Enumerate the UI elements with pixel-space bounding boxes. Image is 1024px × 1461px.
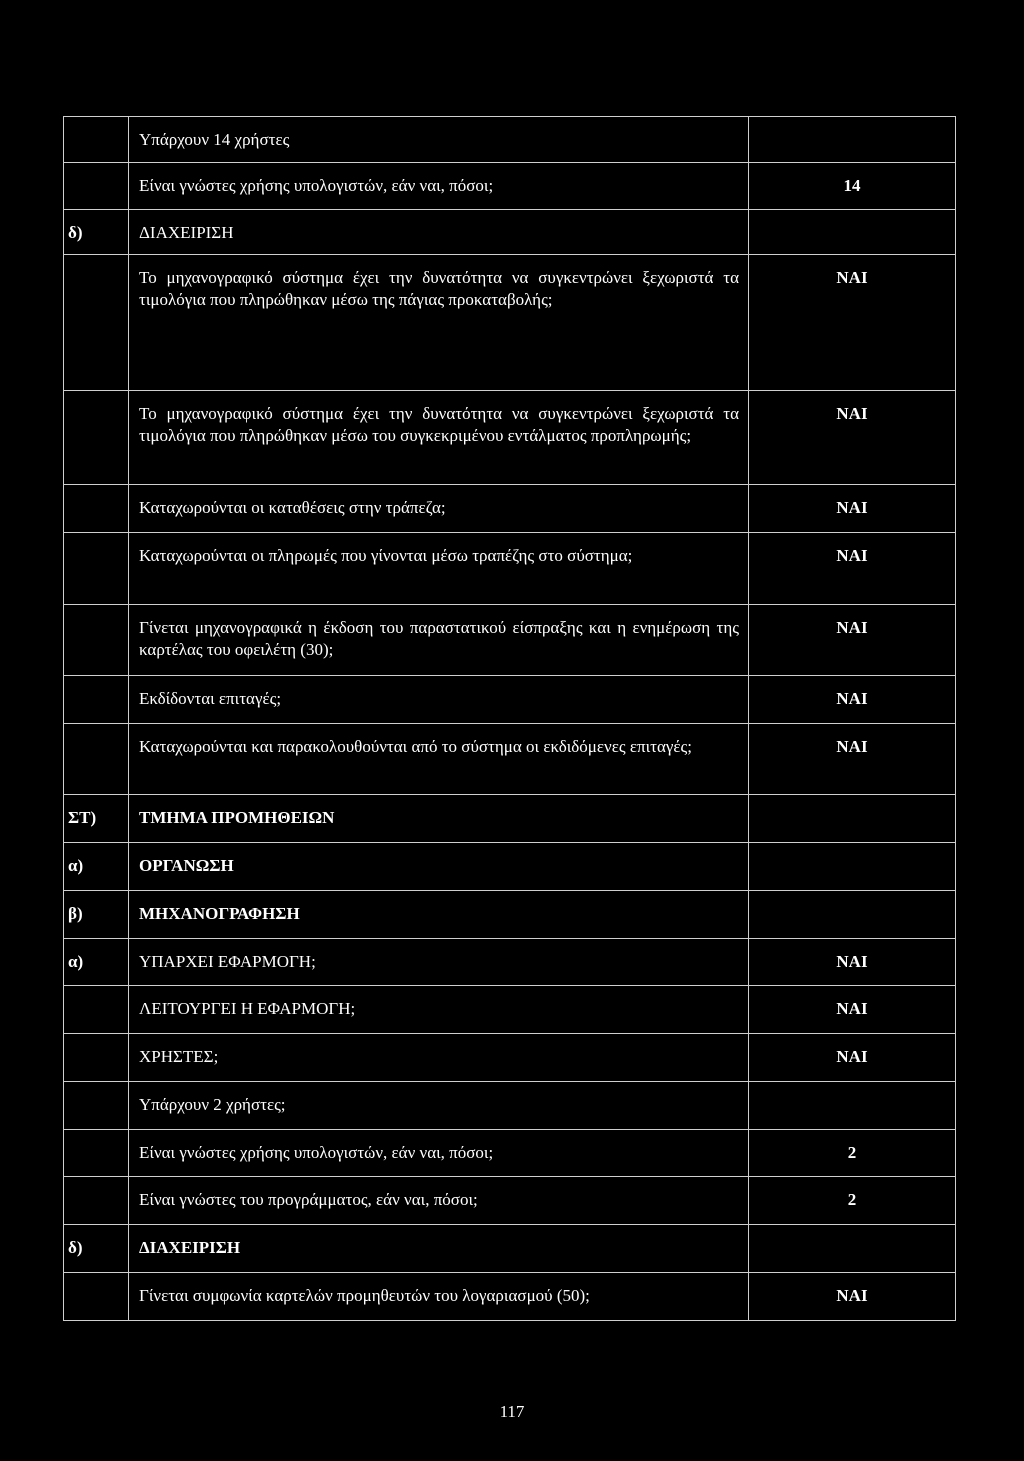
row-value xyxy=(749,843,956,891)
row-label xyxy=(64,163,129,210)
section-heading: ΔΙΑΧΕΙΡΙΣΗ xyxy=(129,210,749,255)
row-value: 2 xyxy=(749,1130,956,1177)
row-value: ΝΑΙ xyxy=(749,255,956,391)
row-label: δ) xyxy=(64,1225,129,1273)
table-row xyxy=(64,485,956,533)
row-value: ΝΑΙ xyxy=(749,1273,956,1321)
row-value xyxy=(749,891,956,939)
row-value xyxy=(749,210,956,255)
table-row xyxy=(64,843,956,891)
row-value: ΝΑΙ xyxy=(749,724,956,795)
row-text: Καταχωρούνται και παρακολουθούνται από το σύστημα οι εκδιδόμενες επιταγές; xyxy=(129,724,749,795)
row-label xyxy=(64,724,129,795)
table-row xyxy=(64,117,956,163)
row-text: Το μηχανογραφικό σύστημα έχει την δυνατότητα να συγκεντρώνει ξεχωριστά τα τιμολόγια που πληρώθηκαν μέσω της πάγιας προκαταβολής; xyxy=(129,255,749,391)
row-value: ΝΑΙ xyxy=(749,986,956,1034)
row-value: ΝΑΙ xyxy=(749,676,956,724)
table-row xyxy=(64,210,956,255)
row-value xyxy=(749,117,956,163)
row-label xyxy=(64,1177,129,1225)
table-row xyxy=(64,986,956,1034)
table-row xyxy=(64,605,956,676)
row-value: ΝΑΙ xyxy=(749,939,956,986)
row-text: Καταχωρούνται οι πληρωμές που γίνονται μέσω τραπέζης στο σύστημα; xyxy=(129,533,749,605)
row-text: Υπάρχουν 2 χρήστες; xyxy=(129,1082,749,1130)
row-label xyxy=(64,1273,129,1321)
row-label: α) xyxy=(64,843,129,891)
row-text: ΛΕΙΤΟΥΡΓΕΙ Η ΕΦΑΡΜΟΓΗ; xyxy=(129,986,749,1034)
row-label xyxy=(64,1082,129,1130)
row-label: δ) xyxy=(64,210,129,255)
row-text: Γίνεται μηχανογραφικά η έκδοση του παραστατικού είσπραξης και η ενημέρωση της καρτέλας του οφειλέτη (30); xyxy=(129,605,749,676)
row-label xyxy=(64,605,129,676)
row-label xyxy=(64,117,129,163)
row-value: 14 xyxy=(749,163,956,210)
row-value xyxy=(749,795,956,843)
table-row xyxy=(64,255,956,391)
row-label xyxy=(64,676,129,724)
section-heading: ΟΡΓΑΝΩΣΗ xyxy=(129,843,749,891)
row-value: ΝΑΙ xyxy=(749,1034,956,1082)
row-label xyxy=(64,255,129,391)
row-label xyxy=(64,1130,129,1177)
row-text: Γίνεται συμφωνία καρτελών προμηθευτών του λογαριασμού (50); xyxy=(129,1273,749,1321)
table-row xyxy=(64,391,956,485)
row-text: Είναι γνώστες του προγράμματος, εάν ναι, πόσοι; xyxy=(129,1177,749,1225)
row-text: Εκδίδονται επιταγές; xyxy=(129,676,749,724)
row-text: ΧΡΗΣΤΕΣ; xyxy=(129,1034,749,1082)
row-text: Υπάρχουν 14 χρήστες xyxy=(129,117,749,163)
table-row xyxy=(64,939,956,986)
table-row xyxy=(64,676,956,724)
row-value: 2 xyxy=(749,1177,956,1225)
section-heading: ΔΙΑΧΕΙΡΙΣΗ xyxy=(129,1225,749,1273)
document-table xyxy=(63,116,956,1321)
row-text: Το μηχανογραφικό σύστημα έχει την δυνατότητα να συγκεντρώνει ξεχωριστά τα τιμολόγια που πληρώθηκαν μέσω του συγκεκριμένου εντάλματος προπληρωμής; xyxy=(129,391,749,485)
table-row xyxy=(64,795,956,843)
row-label: α) xyxy=(64,939,129,986)
table-row xyxy=(64,1225,956,1273)
row-value xyxy=(749,1225,956,1273)
row-label xyxy=(64,485,129,533)
row-value: ΝΑΙ xyxy=(749,485,956,533)
table-row xyxy=(64,1130,956,1177)
section-heading: ΤΜΗΜΑ ΠΡΟΜΗΘΕΙΩΝ xyxy=(129,795,749,843)
page-number: 117 xyxy=(499,1402,525,1421)
row-label xyxy=(64,1034,129,1082)
table-row xyxy=(64,891,956,939)
table-row xyxy=(64,1082,956,1130)
row-text: Είναι γνώστες χρήσης υπολογιστών, εάν ναι, πόσοι; xyxy=(129,163,749,210)
row-value: ΝΑΙ xyxy=(749,605,956,676)
row-value xyxy=(749,1082,956,1130)
table-row xyxy=(64,1177,956,1225)
table-row xyxy=(64,533,956,605)
row-value: ΝΑΙ xyxy=(749,533,956,605)
row-text: Καταχωρούνται οι καταθέσεις στην τράπεζα; xyxy=(129,485,749,533)
table-row xyxy=(64,724,956,795)
row-text: ΥΠΑΡΧΕΙ ΕΦΑΡΜΟΓΗ; xyxy=(129,939,749,986)
row-label: β) xyxy=(64,891,129,939)
row-label xyxy=(64,533,129,605)
row-text: Είναι γνώστες χρήσης υπολογιστών, εάν ναι, πόσοι; xyxy=(129,1130,749,1177)
table-row xyxy=(64,1034,956,1082)
row-label xyxy=(64,391,129,485)
row-label: ΣΤ) xyxy=(64,795,129,843)
table-row xyxy=(64,163,956,210)
row-label xyxy=(64,986,129,1034)
section-heading: ΜΗΧΑΝΟΓΡΑΦΗΣΗ xyxy=(129,891,749,939)
row-value: ΝΑΙ xyxy=(749,391,956,485)
table-row xyxy=(64,1273,956,1321)
